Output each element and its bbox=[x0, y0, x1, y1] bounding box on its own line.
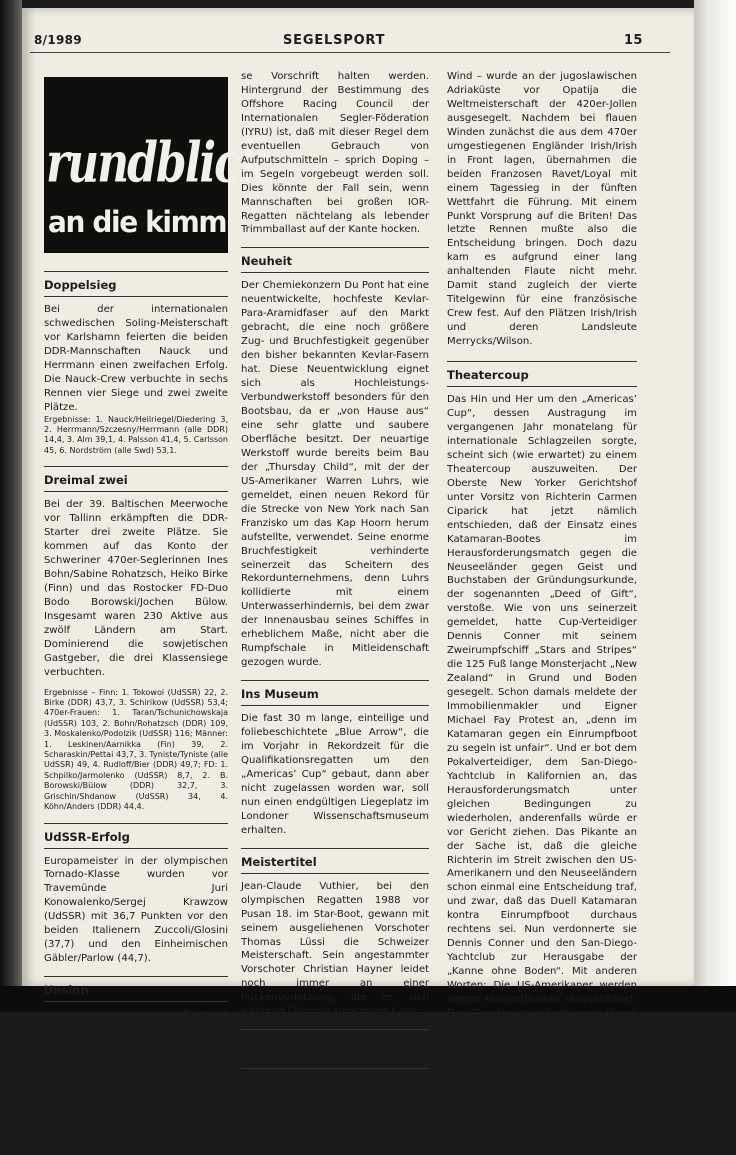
section-title: Meistertitel bbox=[241, 848, 429, 874]
logo-line-2: an die kimm bbox=[48, 204, 227, 240]
section-doppelsieg bbox=[44, 271, 228, 456]
section-dreimal-zwei bbox=[44, 466, 228, 812]
article-body: Jean-Claude Vuthier, bei den olympischen Regatten 1988 vor Pusan 18. im Star-Boot, gewann mit seinem ausgeliehenen Vorschoter Thomas Lüssi die Schweizer Meisterschaft. Sein angestammter Vorschoter Christian Hayner leidet noch immer an einer Rückenverletzung, die er sich während Olympia zugezogen hatte. bbox=[241, 880, 429, 1018]
section-title: Theatercoup bbox=[447, 361, 637, 387]
section-udssr-erfolg bbox=[44, 823, 228, 967]
results-text: Ergebnisse – Finn: 1. Tokowoi (UdSSR) 22, 2. Birke (DDR) 43,7, 3. Schirikow (UdSSR) 53,4; 470er-Frauen: 1. Taran/Tschunichowskaja (UdSSR) 103, 2. Bohn/Rohatzsch (DDR) 109, 3. Moskalenko/Podolzik (UdSSR) 116; Männer: 1. Leskinen/Aarnikka (Fin) 39, 2. Scharaskin/Pettai 43,7, 3. Tyniste/Tyniste (alle UdSSR) 49, 4. Rudloff/Bier (DDR) 49,7; FD: 1. Schpilko/Jarmolenko (UdSSR) 8,7, 2. B. Borowski/Bülow (DDR) 32,7, 3. Grischin/Shdanow (UdSSR) 34, 4. Köhn/Anders (DDR) 44,4. bbox=[44, 687, 228, 812]
section-theatercoup bbox=[447, 361, 637, 1146]
logo-line-1: rundblick bbox=[46, 131, 268, 195]
article-body: Bei der 39. Baltischen Meerwoche vor Tallinn erkämpften die DDR-Starter drei zweite Plätze. Sie kommen auf das Konto der Schweriner 470er-Seglerinnen Ines Bohn/Sabine Rohatzsch, Heiko Birke (Finn) und das Rostocker FD-Duo Bodo Borowski/Jochen Bülow. Insgesamt waren 230 Aktive aus zwölf Ländern am Start. Dominierend die sowjetischen Gastgeber, die drei Klassensiege verbuchten. bbox=[44, 499, 228, 678]
section-title: Unsinn bbox=[44, 976, 228, 1002]
section-zum-vierten-mal bbox=[241, 1029, 429, 1117]
section-title-line-1: Zum vierten Mal: bbox=[241, 1036, 352, 1051]
header-rule bbox=[30, 52, 670, 53]
section-title: Ins Museum bbox=[241, 680, 429, 706]
section-title bbox=[241, 1029, 429, 1069]
section-unsinn bbox=[44, 976, 228, 1106]
article-body: Das Hin und Her um den „Americas’ Cup“, dessen Austragung im vergangenen Jahr monatelang für internationale Schlagzeilen sorgte, scheint sich (wie erwartet) zu einem Theatercoup auszuweiten. Der Oberste New Yorker Gerichtshof unter Vorsitz von Richterin Carmen Ciparick hat jetzt nämlich entschieden, daß der Einsatz eines Katamaran-Bootes im Herausforderungsmatch gegen die Neuseeländer gegen Geist und Buchstaben der Gründungsurkunde, der sogenannten „Deed of Gift“, verstoße. Wie von uns seinerzeit gemeldet, hatte Cup-Verteidiger Dennis Conner mit seinem Zweirumpfschiff „Stars and Stripes“ die 125 Fuß lange Monsterjacht „New Zealand“ in Grund und Boden gesegelt. Schon damals meldete der Immobilienmakler und Eigner Michael Fay Protest an, „denn im Katamaran gegen ein Einrumpfboot zu segeln ist unfair“. Und er bot dem Pokalverteidiger, dem San-Diego-Yachtclub in Kalifornien an, das Herausforderungsmatch unter gleichen Bedingungen zu wiederholen, anderenfalls würde er vor Gericht ziehen. Das Pikante an der Sache ist, daß die gleiche Richterin im Streit zwischen den US-Amerikanern und den Neuseeländern schon einmal eine Entscheidung traf, und zwar, daß das Duell Katamaran kontra Einrumpfboot durchaus rechtens sei. Nun verdonnerte sie Dennis Conner und den San-Diego-Yachtclub zur Herausgabe der „Kanne ohne Boden“. Mit anderen Worten: Die US-Amerikaner werden wegen Unsportlichkeit disqualifiziert. Das Theater ist jedoch noch längst nicht zu Ende, denn nun hat der SDYC angekündigt, in die Berufung zu gehen. Obwohl sich die Richterin im eigenen Lande die Stimmen kompetenter Kenner der Szene mehren, daß Conners Trick im vergangenen Jahr „nicht nur gegen die Regeln, sondern auch gegen die guten Sitten“ verstoßen habe. bbox=[447, 394, 637, 1145]
page-edge bbox=[694, 0, 736, 1012]
article-body: Unter sehr ungünstigen Wetterbedingungen – zumeist fehlte der bbox=[241, 1076, 429, 1116]
binding-spine bbox=[0, 0, 22, 1012]
section-title: Dreimal zwei bbox=[44, 466, 228, 492]
page-number: 15 bbox=[624, 33, 643, 48]
article-body: Gleich nachdem sie veröffentlicht wurde, erklärten die Australier die neue IOR-Regel, die ein Beine-über-Bord-Verbot für Nachtfahrten beinhaltet, für Unsinn. Und sie fügten hinzu, daß sie sich auch nicht an die- bbox=[44, 1009, 228, 1104]
rundblick-logo bbox=[44, 77, 268, 253]
section-neuheit bbox=[241, 247, 429, 670]
section-title: UdSSR-Erfolg bbox=[44, 823, 228, 849]
section-meistertitel bbox=[241, 848, 429, 1020]
column-2 bbox=[241, 60, 429, 1125]
issue-number: 8/1989 bbox=[34, 33, 82, 47]
column-3 bbox=[447, 60, 637, 1155]
section-title: Doppelsieg bbox=[44, 271, 228, 297]
article-body: Der Chemiekonzern Du Pont hat eine neuentwickelte, hochfeste Kevlar-Para-Aramidfaser auf den Markt gebracht, die eine noch größere Zug- und Bruchfestigkeit gegenüber den bisher bekannten Kevlar-Fasern hat. Diese Neuentwicklung eignet sich als Hochleistungs-Verbundwerkstoff besonders für den Bootsbau, da er „von Hause aus“ eine sehr glatte und saubere Oberfläche besitzt. Der neuartige Werkstoff wurde bereits beim Bau der „Thursday Child“, mit der der US-Amerikaner Warren Luhrs, wie gemeldet, einen neuen Rekord für die Strecke von New York nach San Franzisko um das Kap Hoorn herum aufstellte, verwendet. Seine enorme Bruchfestigkeit verhinderte seinerzeit das Scheitern des Rekordunternehmens, denn Luhrs kollidierte mit einem Unterwasserhindernis, bei dem zwar der Innenausbau seines Schiffes in erheblichem Maße, nicht aber die Rumpfschale in Mitleidenschaft gezogen wurde. bbox=[241, 280, 429, 669]
article-body-continued: se Vorschrift halten werden. Hintergrund der Bestimmung des Offshore Racing Council der Internationalen Segler-Föderation (IYRU) ist, daß mit dieser Regel dem eventuellen Gebrauch von Aufputschmitteln – sprich Doping – im Segeln vorgebeugt werden soll. Dies könnte der Fall sein, wenn Mannschaften bei großen IOR-Regatten nächtelang als lebender Trimmballast auf der Kante hocken. bbox=[241, 71, 429, 236]
article-body: Europameister in der olympischen Tornado-Klasse wurden vor Travemünde Juri Konowalenko/Sergej Krawzow (UdSSR) mit 36,7 Punkten vor den beiden Italienern Zuccoli/Glosini (37,7) und den Einheimischen Gäbler/Parlow (44,7). bbox=[44, 855, 228, 965]
article-body-continued: Wind – wurde an der jugoslawischen Adriaküste vor Opatija die Weltmeisterschaft der 420er-Jollen ausgesegelt. Nachdem bei flauen Winden zunächst die aus dem 470er umgestiegenen Engländer Irish/Irish in Front lagen, übernahmen die beiden Franzosen Ravet/Loyal mit einem Tagessieg in der fünften Wettfahrt die Führung. Mit einem Punkt Vorsprung auf die Briten! Das letzte Rennen mußte also die Entscheidung bringen. Doch dazu kam es aufgrund einer lang anhaltenden Flaute nicht mehr. Damit stand zugleich der vierte Titelgewinn für eine französische Crew fest. Auf den Plätzen Irish/Irish und deren Landsleute Merrycks/Wilson. bbox=[447, 71, 637, 348]
section-title: Neuheit bbox=[241, 247, 429, 273]
magazine-title: SEGELSPORT bbox=[283, 33, 386, 48]
article-body: Bei der internationalen schwedischen Soling-Meisterschaft vor Karlshamn feierten die beiden DDR-Mannschaften Nauck und Herrmann einen zweifachen Erfolg. Die Nauck-Crew verbuchte in sechs Rennen vier Siege und zwei zweite Plätze. bbox=[44, 304, 228, 413]
results-text: Ergebnisse: 1. Nauck/Heilriegel/Diedering 3, 2. Herrmann/Szczesny/Herrmann (alle DDR) 14,4, 3. Alm 39,1, 4. Palsson 41,4, 5. Carlsson 45, 6. Nordström (alle Swd) 53,1. bbox=[44, 414, 228, 455]
section-title-line-2: Franzosensieg bbox=[241, 1050, 334, 1065]
article-body: Die fast 30 m lange, einteilige und foliebeschichtete „Blue Arrow“, die im Vorjahr in Rekordzeit für die Qualifikationsregatten um den „Americas’ Cup“ gebaut, dann aber nicht zugelassen worden war, soll nun einen endgültigen Liegeplatz im Londoner Wissenschaftsmuseum erhalten. bbox=[241, 713, 429, 836]
section-ins-museum bbox=[241, 680, 429, 838]
